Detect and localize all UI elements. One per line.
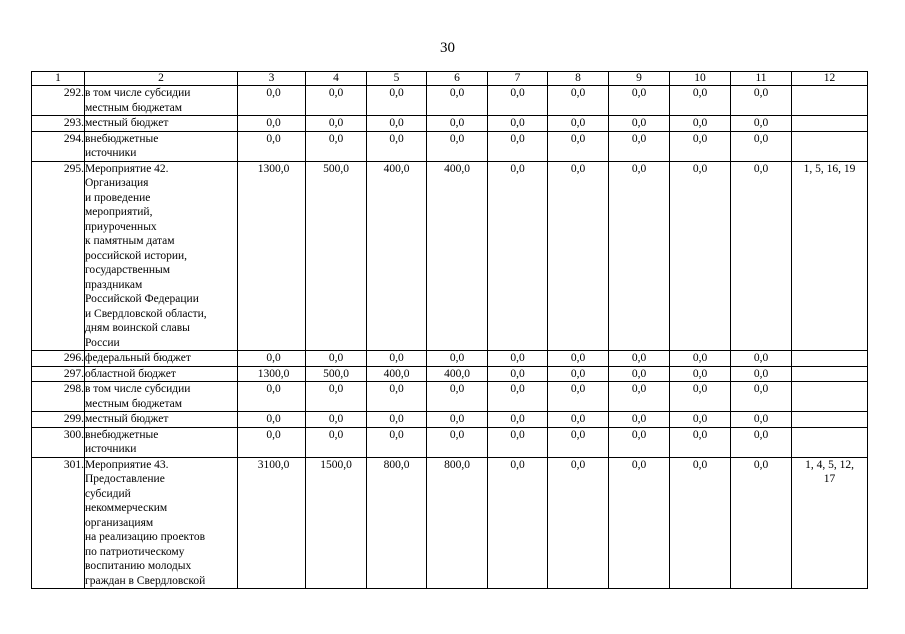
targets-cell <box>792 86 868 116</box>
value-cell: 0,0 <box>427 131 488 161</box>
value-cell: 0,0 <box>238 351 306 367</box>
value-cell: 0,0 <box>367 427 427 457</box>
value-cell: 0,0 <box>427 382 488 412</box>
value-cell: 0,0 <box>488 131 548 161</box>
value-cell: 0,0 <box>670 427 731 457</box>
value-cell: 0,0 <box>609 161 670 351</box>
value-cell: 0,0 <box>731 427 792 457</box>
value-cell: 0,0 <box>609 457 670 589</box>
row-number: 297. <box>32 366 85 382</box>
column-header: 10 <box>670 72 731 86</box>
column-header: 12 <box>792 72 868 86</box>
value-cell: 0,0 <box>306 116 367 132</box>
targets-cell <box>792 366 868 382</box>
value-cell: 0,0 <box>670 412 731 428</box>
column-header: 8 <box>548 72 609 86</box>
value-cell: 0,0 <box>367 116 427 132</box>
table-row <box>32 457 868 589</box>
targets-cell: 1, 5, 16, 19 <box>792 161 868 351</box>
row-name: Мероприятие 43. Предоставление субсидий некоммерческим организациям на реализацию проектов по патриотическому воспитанию молодых граждан в Свердловской <box>85 457 238 589</box>
value-cell: 0,0 <box>238 116 306 132</box>
value-cell: 0,0 <box>609 412 670 428</box>
targets-cell <box>792 351 868 367</box>
value-cell: 0,0 <box>488 161 548 351</box>
value-cell: 0,0 <box>609 427 670 457</box>
value-cell: 0,0 <box>427 351 488 367</box>
header-row <box>32 72 868 86</box>
value-cell: 0,0 <box>609 131 670 161</box>
value-cell: 0,0 <box>548 131 609 161</box>
value-cell: 0,0 <box>548 412 609 428</box>
value-cell: 0,0 <box>670 382 731 412</box>
value-cell: 0,0 <box>670 161 731 351</box>
value-cell: 0,0 <box>488 366 548 382</box>
value-cell: 0,0 <box>731 412 792 428</box>
value-cell: 0,0 <box>670 457 731 589</box>
value-cell: 0,0 <box>488 427 548 457</box>
value-cell: 800,0 <box>367 457 427 589</box>
row-name: областной бюджет <box>85 366 238 382</box>
value-cell: 0,0 <box>427 86 488 116</box>
value-cell: 0,0 <box>367 382 427 412</box>
value-cell: 0,0 <box>306 427 367 457</box>
row-number: 295. <box>32 161 85 351</box>
row-name: в том числе субсидии местным бюджетам <box>85 86 238 116</box>
value-cell: 0,0 <box>548 427 609 457</box>
row-name: местный бюджет <box>85 116 238 132</box>
value-cell: 0,0 <box>609 351 670 367</box>
value-cell: 0,0 <box>670 366 731 382</box>
column-header: 11 <box>731 72 792 86</box>
value-cell: 0,0 <box>367 412 427 428</box>
value-cell: 0,0 <box>367 86 427 116</box>
table-row <box>32 131 868 161</box>
value-cell: 0,0 <box>306 412 367 428</box>
value-cell: 0,0 <box>367 131 427 161</box>
row-name: в том числе субсидии местным бюджетам <box>85 382 238 412</box>
table-row <box>32 86 868 116</box>
row-number: 296. <box>32 351 85 367</box>
value-cell: 0,0 <box>548 457 609 589</box>
table-row <box>32 161 868 351</box>
value-cell: 0,0 <box>306 382 367 412</box>
value-cell: 0,0 <box>427 116 488 132</box>
budget-table <box>31 71 868 589</box>
value-cell: 0,0 <box>488 86 548 116</box>
value-cell: 0,0 <box>548 161 609 351</box>
row-name: федеральный бюджет <box>85 351 238 367</box>
value-cell: 1300,0 <box>238 161 306 351</box>
value-cell: 0,0 <box>548 86 609 116</box>
column-header: 3 <box>238 72 306 86</box>
row-name: местный бюджет <box>85 412 238 428</box>
table-row <box>32 351 868 367</box>
value-cell: 400,0 <box>367 366 427 382</box>
value-cell: 0,0 <box>731 382 792 412</box>
value-cell: 0,0 <box>609 116 670 132</box>
value-cell: 0,0 <box>731 366 792 382</box>
value-cell: 0,0 <box>367 351 427 367</box>
targets-cell <box>792 131 868 161</box>
column-header: 2 <box>85 72 238 86</box>
value-cell: 0,0 <box>238 382 306 412</box>
table-row <box>32 366 868 382</box>
table-row <box>32 412 868 428</box>
value-cell: 500,0 <box>306 161 367 351</box>
row-number: 301. <box>32 457 85 589</box>
column-header: 5 <box>367 72 427 86</box>
value-cell: 0,0 <box>427 412 488 428</box>
value-cell: 0,0 <box>427 427 488 457</box>
row-name: внебюджетные источники <box>85 131 238 161</box>
row-number: 298. <box>32 382 85 412</box>
value-cell: 0,0 <box>731 116 792 132</box>
column-header: 6 <box>427 72 488 86</box>
value-cell: 0,0 <box>548 366 609 382</box>
row-name: внебюджетные источники <box>85 427 238 457</box>
targets-cell <box>792 116 868 132</box>
value-cell: 400,0 <box>427 366 488 382</box>
value-cell: 0,0 <box>731 131 792 161</box>
row-number: 299. <box>32 412 85 428</box>
value-cell: 0,0 <box>609 382 670 412</box>
page-number: 30 <box>440 40 455 56</box>
targets-cell <box>792 412 868 428</box>
value-cell: 0,0 <box>731 351 792 367</box>
value-cell: 0,0 <box>731 86 792 116</box>
value-cell: 0,0 <box>238 412 306 428</box>
value-cell: 0,0 <box>548 116 609 132</box>
column-header: 1 <box>32 72 85 86</box>
row-number: 300. <box>32 427 85 457</box>
row-number: 293. <box>32 116 85 132</box>
value-cell: 0,0 <box>488 116 548 132</box>
value-cell: 0,0 <box>306 351 367 367</box>
targets-cell: 1, 4, 5, 12, 17 <box>792 457 868 589</box>
value-cell: 0,0 <box>670 116 731 132</box>
value-cell: 0,0 <box>731 161 792 351</box>
column-header: 7 <box>488 72 548 86</box>
value-cell: 0,0 <box>609 86 670 116</box>
value-cell: 3100,0 <box>238 457 306 589</box>
value-cell: 0,0 <box>306 131 367 161</box>
row-name: Мероприятие 42. Организация и проведение мероприятий, приуроченных к памятным датам российской истории, государственным праздникам Российской Федерации и Свердловской области, дням воинской славы России <box>85 161 238 351</box>
value-cell: 800,0 <box>427 457 488 589</box>
value-cell: 0,0 <box>238 86 306 116</box>
table-row <box>32 116 868 132</box>
value-cell: 1500,0 <box>306 457 367 589</box>
value-cell: 1300,0 <box>238 366 306 382</box>
value-cell: 0,0 <box>609 366 670 382</box>
value-cell: 0,0 <box>306 86 367 116</box>
row-number: 292. <box>32 86 85 116</box>
column-header: 4 <box>306 72 367 86</box>
value-cell: 0,0 <box>488 412 548 428</box>
value-cell: 400,0 <box>367 161 427 351</box>
value-cell: 0,0 <box>238 427 306 457</box>
targets-cell <box>792 382 868 412</box>
value-cell: 0,0 <box>548 382 609 412</box>
value-cell: 0,0 <box>670 86 731 116</box>
value-cell: 0,0 <box>670 351 731 367</box>
value-cell: 0,0 <box>488 351 548 367</box>
value-cell: 0,0 <box>731 457 792 589</box>
value-cell: 0,0 <box>238 131 306 161</box>
value-cell: 500,0 <box>306 366 367 382</box>
value-cell: 0,0 <box>488 382 548 412</box>
value-cell: 0,0 <box>488 457 548 589</box>
table-row <box>32 427 868 457</box>
table-row <box>32 382 868 412</box>
value-cell: 0,0 <box>670 131 731 161</box>
value-cell: 0,0 <box>548 351 609 367</box>
targets-cell <box>792 427 868 457</box>
column-header: 9 <box>609 72 670 86</box>
row-number: 294. <box>32 131 85 161</box>
value-cell: 400,0 <box>427 161 488 351</box>
